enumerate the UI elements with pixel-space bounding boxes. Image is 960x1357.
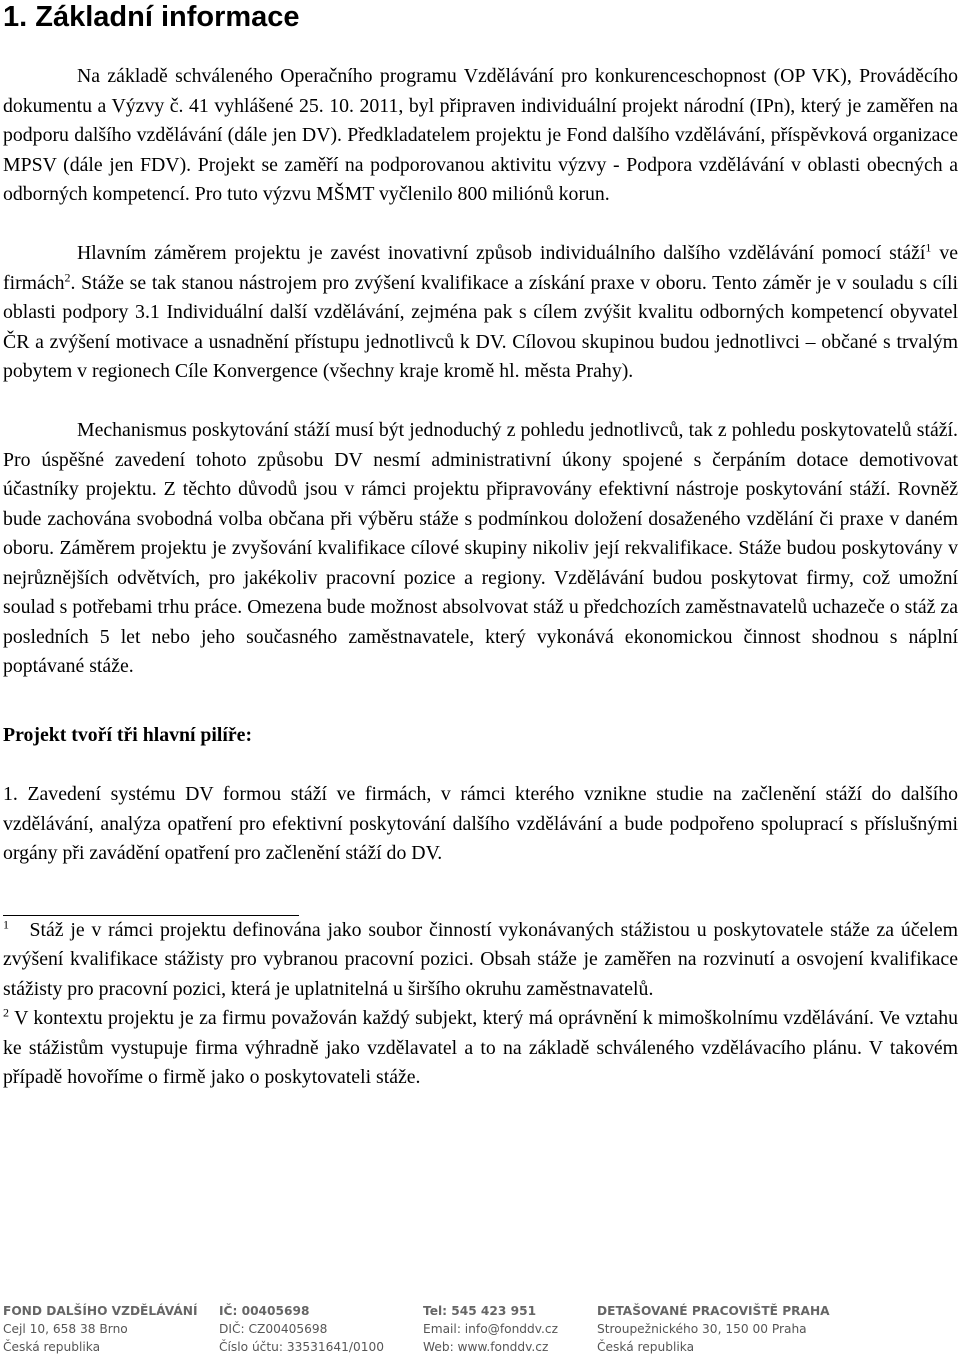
footer-organization-country: Česká republika	[3, 1340, 101, 1354]
footnote-ref-2[interactable]: 2	[64, 269, 71, 284]
footer-branch-name: DETAŠOVANÉ PRACOVIŠTĚ PRAHA	[597, 1304, 830, 1318]
footnote-2-mark: 2	[3, 1005, 9, 1020]
footnote-ref-1[interactable]: 1	[925, 240, 932, 255]
footer-branch	[597, 1302, 830, 1356]
footer-organization-address: Cejl 10, 658 38 Brno	[3, 1322, 128, 1336]
footnote-2-text: V kontextu projektu je za firmu považován každý subjekt, který má oprávnění k mimoškolnímu vzdělávání. Ve vztahu ke stážistům vystupuje firma výhradně jako vzdělavatel a to na základě schváleného vzdělávacího plánu. V takovém případě hovoříme o firmě jako o poskytovateli stáže.	[3, 1007, 958, 1088]
footer-organization	[3, 1302, 198, 1356]
footer-ic: IČ: 00405698	[219, 1304, 310, 1318]
paragraph-main-goal-text-c: . Stáže se tak stanou nástrojem pro zvýšení kvalifikace a získání praxe v oboru. Tento záměr je v souladu s cíli oblasti podpory 3.1 Individuální další vzdělávání, zejména pak s cílem zvýšit kvalitu odborných kompetencí obyvatel ČR a zvýšení motivace a usnadnění přístupu jednotlivců k DV. Cílovou skupinou budou jednotlivci – občané s trvalým pobytem v regionech Cíle Konvergence (všechny kraje kromě hl. města Prahy).	[3, 271, 958, 382]
footer-web[interactable]: Web: www.fonddv.cz	[423, 1340, 549, 1354]
pillars-heading: Projekt tvoří tři hlavní pilíře:	[3, 723, 253, 746]
footer-phone: Tel: 545 423 951	[423, 1304, 537, 1318]
page-footer	[0, 1302, 960, 1357]
footer-identifiers	[219, 1302, 384, 1356]
footnote-2	[3, 1004, 958, 1093]
footer-contacts	[423, 1302, 558, 1356]
paragraph-main-goal-text-a: Hlavním záměrem projektu je zavést inovativní způsob individuálního dalšího vzdělávání pomocí stáží	[77, 242, 926, 264]
pillar-1: 1. Zavedení systému DV formou stáží ve firmách, v rámci kterého vznikne studie na začlenění stáží do dalšího vzdělávání, analýza opatření pro efektivní poskytování dalšího vzdělávání a bude podpořeno spoluprací s příslušnými orgány při zavádění opatření pro začlenění stáží do DV.	[3, 783, 958, 864]
paragraph-main-goal-text-b: ve firmách	[3, 242, 958, 294]
document-body	[3, 62, 958, 1093]
footer-organization-name: FOND DALŠÍHO VZDĚLÁVÁNÍ	[3, 1304, 198, 1318]
paragraph-intro: Na základě schváleného Operačního programu Vzdělávání pro konkurenceschopnost (OP VK), Prováděcího dokumentu a Výzvy č. 41 vyhlášené 25. 10. 2011, byl připraven individuální projekt národní (IPn), který je zaměřen na podporu dalšího vzdělávání (dále jen DV). Předkladatelem projektu je Fond dalšího vzdělávání, příspěvková organizace MPSV (dále jen FDV). Projekt se zaměří na podporovanou aktivitu výzvy - Podpora vzdělávání v oblasti obecných a odborných kompetencí. Pro tuto výzvu MŠMT vyčlenilo 800 miliónů korun.	[3, 65, 958, 205]
footer-dic: DIČ: CZ00405698	[219, 1322, 328, 1336]
section-heading: 1. Základní informace	[3, 1, 300, 33]
footnote-1-text: Stáž je v rámci projektu definována jako soubor činností vykonávaných stážistou u poskytovatele stáže za účelem zvýšení kvalifikace stážisty pro vybranou pracovní pozici. Obsah stáže je zaměřen na rozvinutí a osvojení kvalifikace stážisty pro pracovní pozici, která je uplatnitelná u širšího okruhu zaměstnavatelů.	[3, 918, 958, 1000]
footer-branch-address: Stroupežnického 30, 150 00 Praha	[597, 1322, 807, 1336]
footer-account: Číslo účtu: 33531641/0100	[219, 1340, 385, 1354]
footnote-1	[3, 916, 958, 1005]
paragraph-mechanism: Mechanismus poskytování stáží musí být jednoduchý z pohledu jednotlivců, tak z pohledu poskytovatelů stáží. Pro úspěšné zavedení tohoto způsobu DV nesmí administrativní úkony spojené s čerpáním dotace demotivovat účastníky projektu. Z těchto důvodů jsou v rámci projektu připravovány efektivní nástroje poskytování stáží. Rovněž bude zachována svobodná volba občana při výběru stáže s podmínkou doložení dosaženého vzdělání či praxe v daném oboru. Záměrem projektu je zvyšování kvalifikace cílové skupiny nikoliv její rekvalifikace. Stáže budou poskytovány v nejrůznějších odvětvích, pro jakékoliv pracovní pozice a regiony. Vzdělávání budou poskytovat firmy, což umožní soulad s potřebami trhu práce. Omezena bude možnost absolvovat stáž u předchozích zaměstnavatelů uchazeče o stáž za posledních 5 let nebo jeho současného zaměstnavatele, který vykonává ekonomickou činnost shodnou s náplní poptávané stáže.	[3, 419, 958, 677]
paragraph-main-goal	[3, 239, 958, 387]
footer-email[interactable]: Email: info@fonddv.cz	[423, 1322, 559, 1336]
footnote-1-mark: 1	[3, 916, 9, 931]
footer-branch-country: Česká republika	[597, 1340, 695, 1354]
